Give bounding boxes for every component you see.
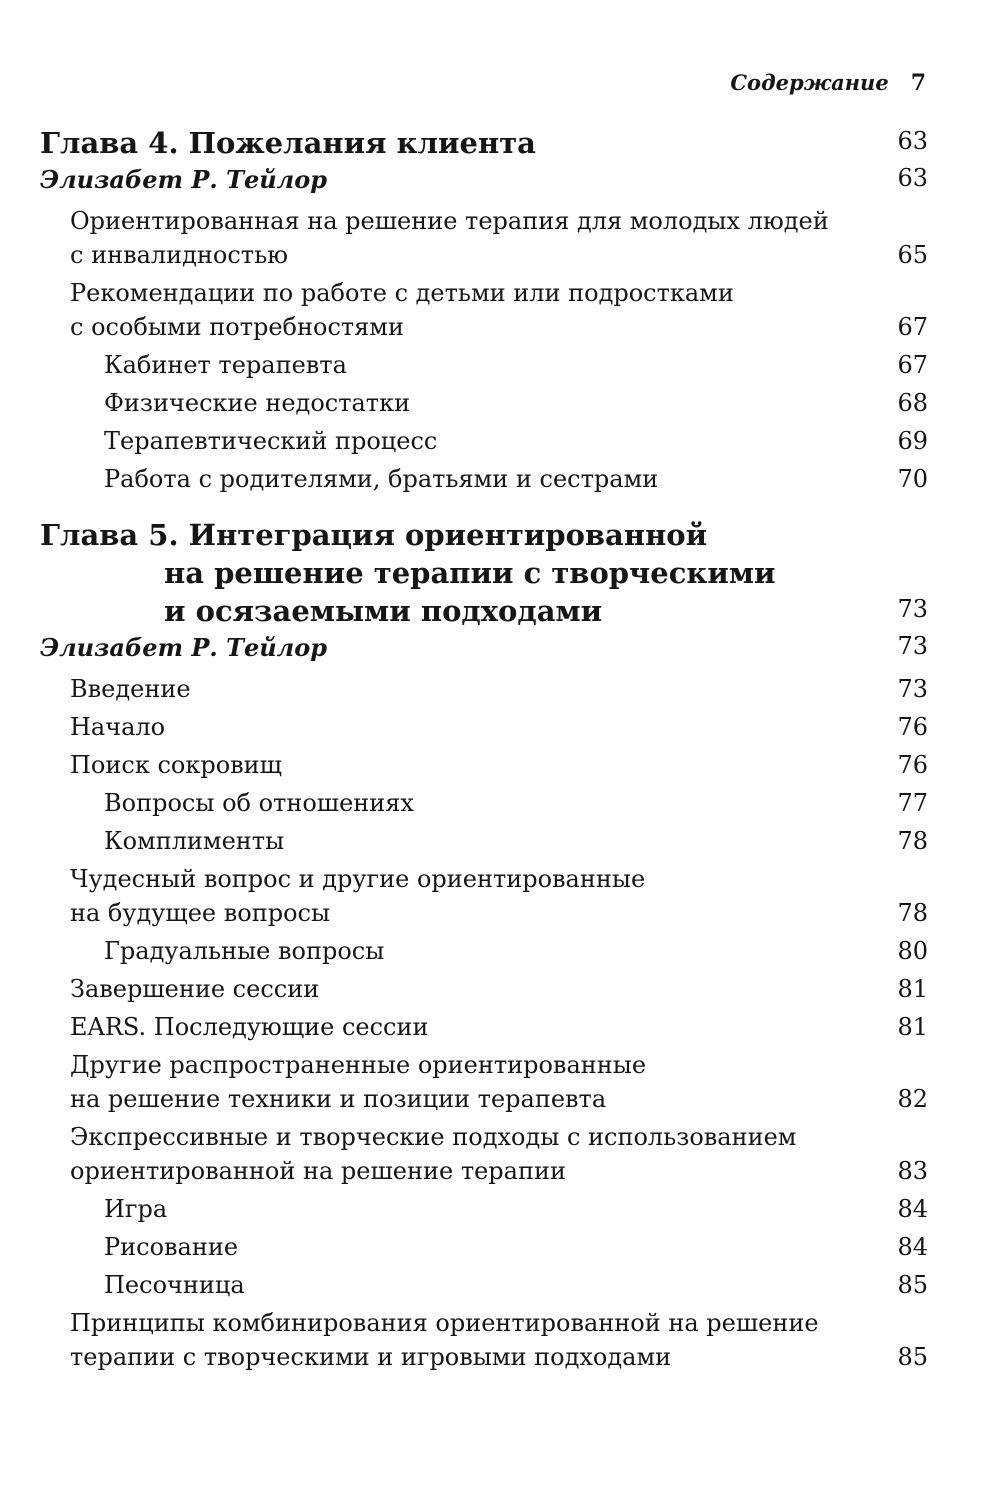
toc-entry-line: Поиск сокровищ (70, 751, 282, 779)
toc-entry-line: Элизабет Р. Тейлор (40, 633, 328, 662)
toc-page-number: 80 (897, 937, 928, 965)
toc-page-number: 76 (897, 713, 928, 741)
toc-entry-title (40, 204, 830, 272)
toc-entry-line: Физические недостатки (104, 389, 411, 417)
toc-entry-title (40, 824, 824, 858)
toc-entry-line: Градуальные вопросы (104, 937, 385, 965)
toc-entry-title (40, 348, 824, 382)
toc-page-number: 84 (897, 1233, 928, 1261)
toc-entry-title (40, 386, 824, 420)
toc-entry-line: Принципы комбинирования ориентированной на решение (70, 1309, 819, 1337)
toc-entry-title (40, 1192, 824, 1226)
toc-entry-line: на решение техники и позиции терапевта (70, 1085, 607, 1113)
toc-entry-line: Терапевтический процесс (104, 427, 438, 455)
toc-entry (40, 204, 928, 272)
toc-subentry (40, 348, 928, 382)
toc-chapter-entry (40, 516, 928, 630)
toc-entry-line: Глава 4. Пожелания клиента (40, 126, 536, 160)
toc-entry-line: Рисование (104, 1233, 239, 1261)
toc-entry-title (40, 972, 830, 1006)
toc-entry-title (40, 276, 830, 344)
page-number: 7 (910, 70, 926, 96)
toc-entry-line: Ориентированная на решение терапия для молодых людей (70, 207, 829, 235)
toc-entry-line: терапии с творческими и игровыми подходами (70, 1343, 672, 1371)
toc-entry-line: и осязаемыми подходами (164, 594, 603, 628)
toc-page-number: 85 (897, 1271, 928, 1299)
toc-page-number: 85 (897, 1343, 928, 1371)
toc-entry-title (40, 1268, 824, 1302)
toc-subentry (40, 424, 928, 458)
toc-entry (40, 862, 928, 930)
toc-entry-title (40, 748, 830, 782)
toc-page-number: 65 (897, 241, 928, 269)
toc-entry-line: Глава 5. Интеграция ориентированной (40, 518, 708, 552)
toc-entry-title (40, 1010, 830, 1044)
toc-entry-line: EARS. Последующие сессии (70, 1013, 429, 1041)
toc-page-number: 73 (897, 675, 928, 703)
toc-entry-title (40, 424, 824, 458)
toc-subentry (40, 934, 928, 968)
toc-entry (40, 748, 928, 782)
toc-entry (40, 1048, 928, 1116)
running-head-title: Содержание (730, 70, 889, 95)
toc-page-number: 69 (897, 427, 928, 455)
toc-entry-line: с особыми потребностями (70, 313, 404, 341)
toc-page-number: 83 (897, 1157, 928, 1185)
running-head (730, 70, 926, 96)
toc-entry-line: на будущее вопросы (70, 899, 331, 927)
toc-author-entry (40, 162, 928, 198)
toc-page-number: 81 (897, 975, 928, 1003)
toc-entry-title (40, 516, 924, 630)
toc-entry-title (40, 1306, 830, 1374)
toc-page-number: 67 (897, 313, 928, 341)
toc-page-number: 67 (897, 351, 928, 379)
toc-entry (40, 672, 928, 706)
toc-page-number: 70 (897, 465, 928, 493)
toc-entry (40, 972, 928, 1006)
toc-entry-title (40, 934, 824, 968)
toc-entry-title (40, 462, 824, 496)
toc-page-number: 63 (897, 127, 928, 155)
toc-entry-line: Рекомендации по работе с детьми или подростками (70, 279, 734, 307)
toc-entry-title (40, 862, 830, 930)
toc-author-entry (40, 630, 928, 666)
section-gap (40, 500, 928, 516)
toc-entry-line: Введение (70, 675, 191, 703)
toc-chapter-entry (40, 124, 928, 162)
toc-entry-line: Работа с родителями, братьями и сестрами (104, 465, 659, 493)
toc-subentry (40, 824, 928, 858)
toc-entry-line: Другие распространенные ориентированные (70, 1051, 647, 1079)
toc-subentry (40, 1268, 928, 1302)
toc-subentry (40, 386, 928, 420)
toc-page-number: 78 (897, 827, 928, 855)
toc-entry-title (40, 672, 830, 706)
toc-entry-title (40, 786, 824, 820)
toc-entry-line: Кабинет терапевта (104, 351, 347, 379)
toc-entry (40, 1010, 928, 1044)
toc-subentry (40, 462, 928, 496)
table-of-contents (40, 124, 928, 1378)
toc-entry-title (40, 710, 830, 744)
toc-entry-line: Чудесный вопрос и другие ориентированные (70, 865, 646, 893)
toc-entry-line: на решение терапии с творческими (164, 556, 776, 590)
toc-page-number: 73 (897, 595, 928, 623)
toc-page-number: 78 (897, 899, 928, 927)
toc-subentry (40, 1192, 928, 1226)
toc-subentry (40, 1230, 928, 1264)
toc-entry (40, 710, 928, 744)
toc-page-number: 68 (897, 389, 928, 417)
toc-entry-title (40, 1120, 830, 1188)
toc-entry-line: Экспрессивные и творческие подходы с использованием (70, 1123, 797, 1151)
toc-page-number: 82 (897, 1085, 928, 1113)
toc-page-number: 76 (897, 751, 928, 779)
toc-entry-line: Начало (70, 713, 166, 741)
toc-entry-line: Вопросы об отношениях (104, 789, 414, 817)
toc-entry (40, 1306, 928, 1374)
toc-page-number: 81 (897, 1013, 928, 1041)
toc-page-number: 77 (897, 789, 928, 817)
toc-entry-line: Элизабет Р. Тейлор (40, 165, 328, 194)
toc-entry-line: Игра (104, 1195, 168, 1223)
toc-entry (40, 276, 928, 344)
toc-page-number: 73 (897, 632, 928, 660)
toc-subentry (40, 786, 928, 820)
toc-entry-title (40, 124, 800, 162)
toc-entry-title (40, 630, 928, 666)
toc-entry (40, 1120, 928, 1188)
toc-page-number: 84 (897, 1195, 928, 1223)
toc-page-number: 63 (897, 164, 928, 192)
toc-entry-line: ориентированной на решение терапии (70, 1157, 566, 1185)
toc-entry-line: с инвалидностью (70, 241, 289, 269)
toc-entry-line: Завершение сессии (70, 975, 320, 1003)
toc-entry-title (40, 1230, 824, 1264)
toc-entry-line: Песочница (104, 1271, 245, 1299)
toc-entry-title (40, 1048, 830, 1116)
toc-entry-title (40, 162, 928, 198)
toc-entry-line: Комплименты (104, 827, 285, 855)
